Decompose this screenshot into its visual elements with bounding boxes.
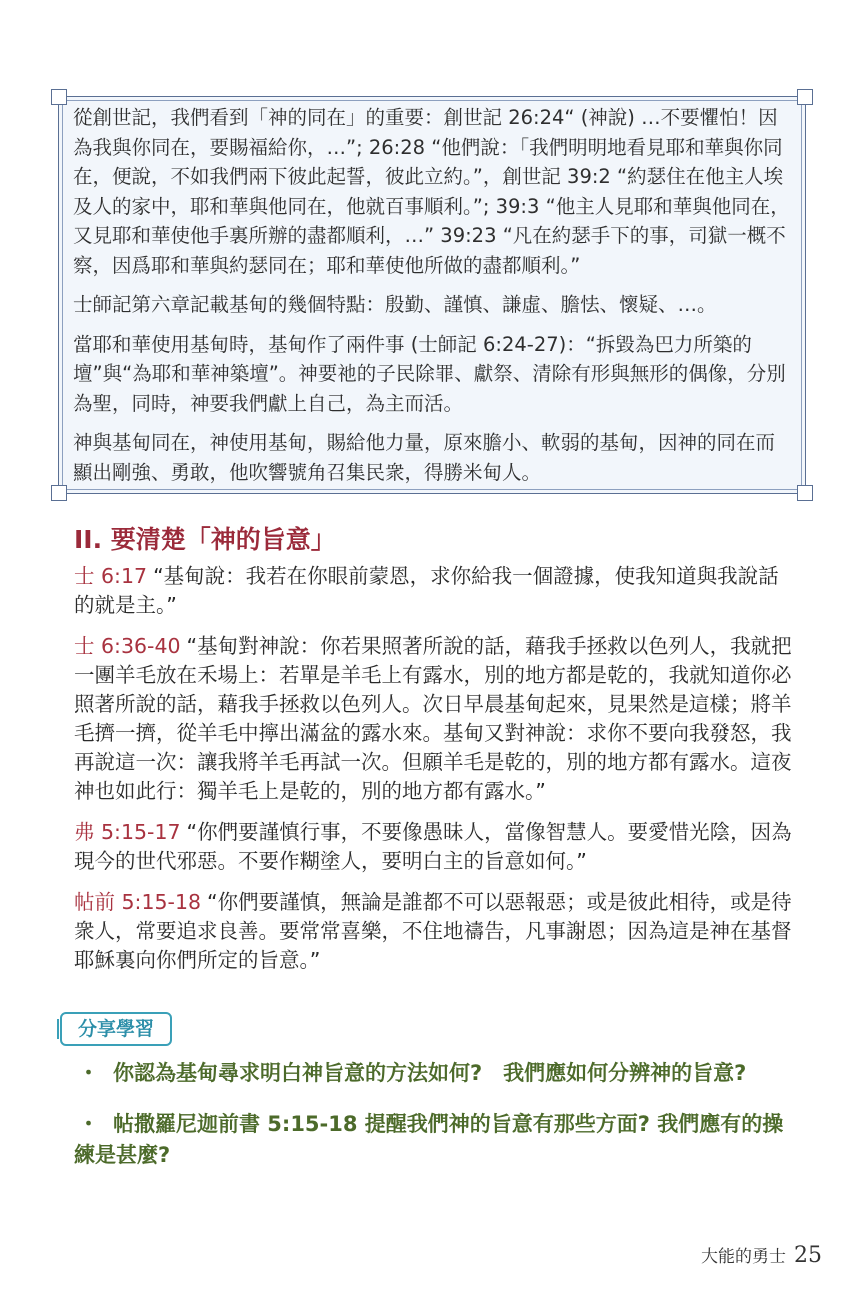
question-text: 你認為基甸尋求明白神旨意的方法如何? 我們應如何分辨神的旨意? <box>113 1061 747 1085</box>
corner-ornament <box>51 89 67 105</box>
verse-ref: 弗 5:15-17 <box>74 820 181 844</box>
share-learning-badge: 分享學習 <box>60 1012 172 1046</box>
verse-text: “你們要謹慎，無論是誰都不可以惡報惡；或是彼此相待，或是待衆人，常要追求良善。要常常喜樂，不住地禱告，凡事謝恩；因為這是神在基督耶穌裏向你們所定的旨意。” <box>74 890 792 972</box>
verse <box>74 632 794 806</box>
book-title: 大能的勇士 <box>701 1247 786 1267</box>
box-paragraph: 從創世記，我們看到「神的同在」的重要：創世記 26:24“ (神說) …不要懼怕！因為我與你同在，要賜福給你，…”; 26:28 “他們說：「我們明明地看見耶和華與你同在，便說，不如我們兩下彼此起誓，彼此立約。”，創世記 39:2 “約瑟住在他主人埃及人的家中，耶和華與他同在，他就百事順利。”; 39:3 “他主人見耶和華與他同在，又見耶和華使他手裏所辦的盡都順利，…” 39:23 “凡在約瑟手下的事，司獄一概不察，因爲耶和華與約瑟同在；耶和華使他所做的盡都順利。” <box>73 106 790 277</box>
verse <box>74 818 794 876</box>
highlight-box-content <box>73 103 791 497</box>
question-item <box>74 1109 796 1171</box>
bullet-icon: ・ <box>78 1112 99 1136</box>
verse-ref: 帖前 5:15-18 <box>74 890 202 914</box>
bullet-icon: ・ <box>78 1061 99 1085</box>
question-item <box>74 1058 796 1089</box>
page-number: 25 <box>794 1243 822 1268</box>
verse-ref: 士 6:17 <box>74 564 148 588</box>
verse <box>74 888 794 975</box>
section-heading: II. 要清楚「神的旨意」 <box>74 525 336 554</box>
box-paragraph: 神與基甸同在，神使用基甸，賜給他力量，原來膽小、軟弱的基甸，因神的同在而顯出剛強、勇敢，他吹響號角召集民衆，得勝米甸人。 <box>73 431 776 484</box>
box-paragraph: 士師記第六章記載基甸的幾個特點：殷勤、謹慎、謙虛、膽怯、懷疑、…。 <box>73 293 717 316</box>
verse-list <box>74 562 794 987</box>
box-paragraph: 當耶和華使用基甸時，基甸作了兩件事 (士師記 6:24-27)：“拆毀為巴力所築的壇”與“為耶和華神築壇”。神要祂的子民除罪、獻祭、清除有形與無形的偶像，分別為聖，同時，神要我們獻上自己，為主而活。 <box>73 332 786 415</box>
verse-text: “你們要謹慎行事，不要像愚昧人，當像智慧人。要愛惜光陰，因為現今的世代邪惡。不要作糊塗人，要明白主的旨意如何。” <box>74 820 792 873</box>
verse-text: “基甸說：我若在你眼前蒙恩，求你給我一個證據，使我知道與我說話的就是主。” <box>74 564 779 617</box>
corner-ornament <box>51 485 67 501</box>
page-footer <box>701 1242 822 1268</box>
discussion-questions <box>74 1058 796 1191</box>
verse-ref: 士 6:36-40 <box>74 634 181 658</box>
corner-ornament <box>797 89 813 105</box>
question-text: 帖撒羅尼迦前書 5:15-18 提醒我們神的旨意有那些方面? 我們應有的操練是甚麼? <box>74 1112 784 1167</box>
verse-text: “基甸對神說：你若果照著所說的話，藉我手拯救以色列人，我就把一團羊毛放在禾場上：若單是羊毛上有露水，別的地方都是乾的，我就知道你必照著所說的話，藉我手拯救以色列人。次日早晨基甸起來，見果然是這樣；將羊毛擠一擠，從羊毛中擰出滿盆的露水來。基甸又對神說：求你不要向我發怒，我再說這一次：讓我將羊毛再試一次。但願羊毛是乾的，別的地方都有露水。這夜神也如此行：獨羊毛上是乾的，別的地方都有露水。” <box>74 634 792 803</box>
corner-ornament <box>797 485 813 501</box>
verse <box>74 562 794 620</box>
highlight-box <box>58 96 806 494</box>
